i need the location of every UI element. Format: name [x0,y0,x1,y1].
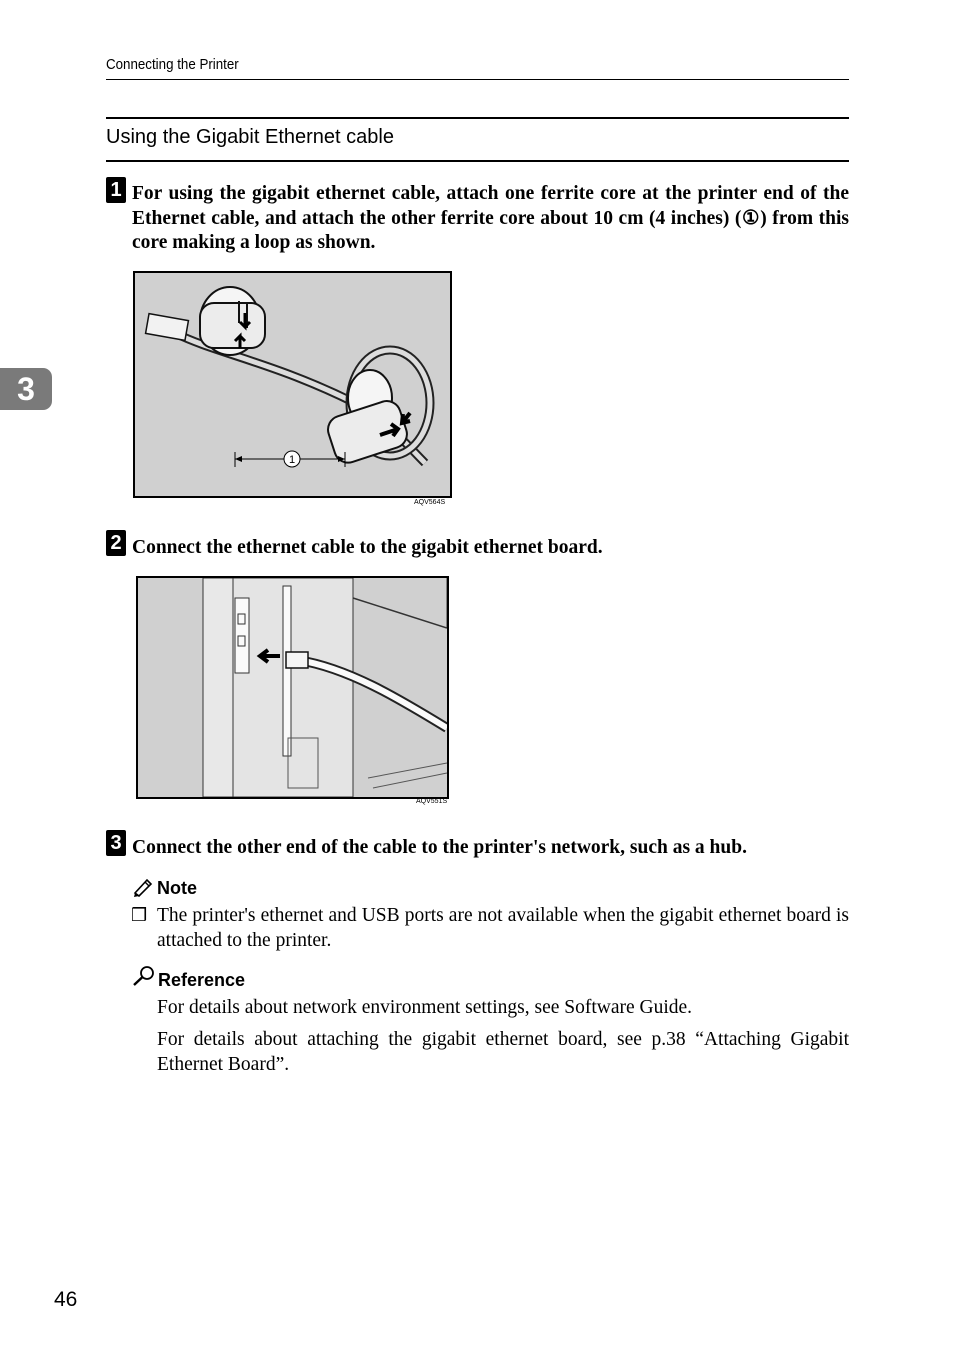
step-1-number: 1 [106,177,126,203]
ferrite-core-illustration [135,273,450,496]
chapter-tab: 3 [0,368,52,410]
magnifier-reference-icon [132,965,156,987]
reference-heading: Reference [158,970,246,990]
pencil-note-icon [132,877,154,897]
note-heading: Note [157,878,197,898]
figure-1-code: AQV564S [414,499,446,506]
figure-2-code: AQV551S [416,798,448,805]
running-head: Connecting the Printer [106,57,239,73]
ethernet-board-figure [136,576,449,799]
step-1-text: For using the gigabit ethernet cable, attach one ferrite core at the printer end of the Ethernet cable, and attach the other ferrite core about 10 cm (4 inches) (①) from this core making a loop as shown. [132,183,849,253]
ethernet-board-illustration [138,578,447,797]
ferrite-core-figure [133,271,452,498]
header-rule [106,79,849,80]
page-number: 46 [54,1288,78,1311]
section-bottom-rule [106,160,849,162]
step-3-text: Connect the other end of the cable to the printer's network, such as a hub. [132,837,747,858]
step-3-number: 3 [106,830,126,856]
step-2-text: Connect the ethernet cable to the gigabit ethernet board. [132,537,603,558]
reference-paragraph-2: For details about attaching the gigabit ethernet board, see p.38 “Attaching Gigabit Ethernet Board”. [157,1029,849,1075]
step-2-number: 2 [106,530,126,556]
reference-paragraph-1: For details about network environment settings, see Software Guide. [157,997,693,1018]
figure-callout-1: 1 [288,454,296,466]
note-item: The printer's ethernet and USB ports are not available when the gigabit ethernet board is attached to the printer. [157,905,849,951]
section-title: Using the Gigabit Ethernet cable [106,126,394,148]
note-checkbox-glyph: ❒ [131,905,148,925]
section-top-rule [106,117,849,119]
